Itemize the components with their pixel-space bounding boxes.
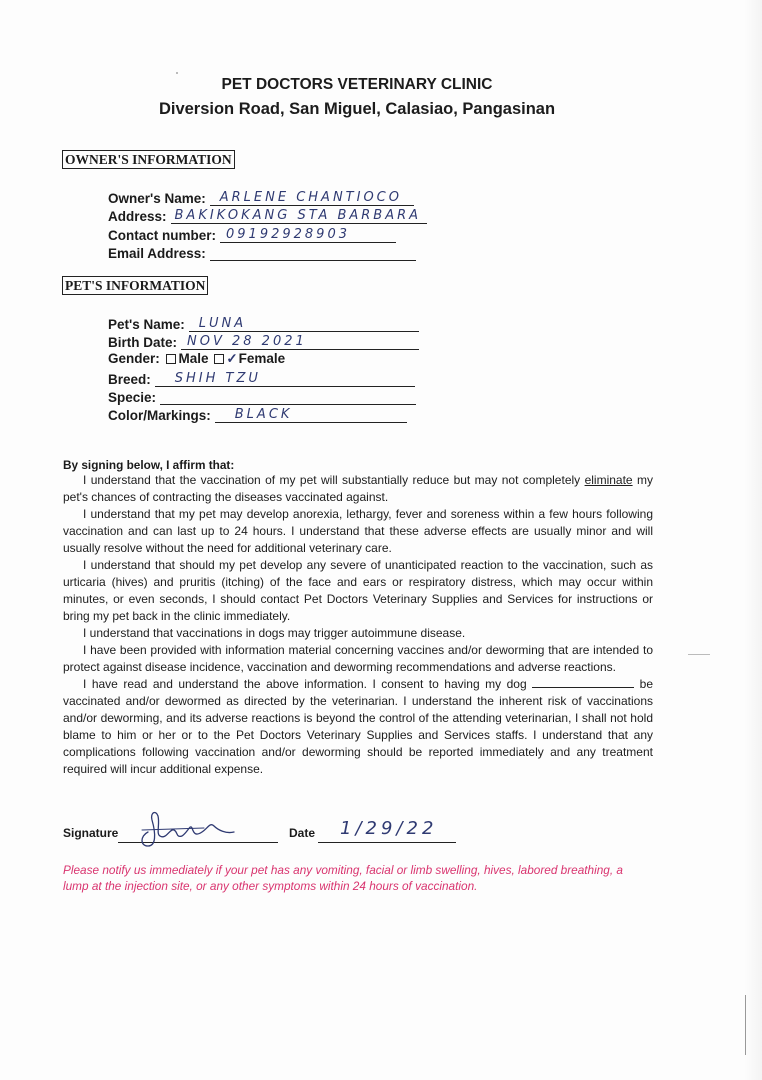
specie-field[interactable]: [160, 387, 416, 405]
pet-name-field[interactable]: [189, 314, 419, 332]
birth-date-value: NOV 28 2021: [187, 334, 307, 349]
color-markings-value: BLACK: [234, 407, 293, 422]
address-row: [108, 206, 427, 224]
male-label: Male: [178, 351, 209, 366]
affirmation-heading: By signing below, I affirm that:: [63, 458, 235, 472]
contact-row: [108, 225, 396, 243]
breed-row: [108, 369, 415, 387]
breed-value: SHIH TZU: [174, 371, 261, 386]
pet-name-label: Pet's Name:: [108, 317, 185, 332]
affirmation-paragraph: [63, 676, 653, 778]
p6-start-text: I have read and understand the above information. I consent to having my dog: [83, 677, 533, 691]
birth-date-field[interactable]: [181, 332, 419, 350]
address-field[interactable]: [171, 206, 427, 224]
dog-name-blank[interactable]: [532, 676, 634, 688]
signature-label: Signature: [63, 826, 119, 840]
pet-section-heading: PET'S INFORMATION: [62, 276, 208, 295]
date-value: 1/29/22: [340, 818, 438, 839]
male-checkbox[interactable]: [166, 354, 176, 364]
contact-label: Contact number:: [108, 228, 216, 243]
affirmation-paragraph: [63, 472, 653, 506]
date-label: Date: [289, 826, 316, 840]
date-line[interactable]: [318, 841, 456, 843]
owner-name-value: ARLENE CHANTIOCO: [219, 190, 402, 205]
female-label: Female: [238, 351, 286, 366]
affirmation-paragraph: I understand that vaccinations in dogs may trigger autoimmune disease.: [83, 626, 466, 640]
color-markings-label: Color/Markings:: [108, 408, 211, 423]
checkmark-icon: ✓: [226, 351, 238, 366]
owner-name-row: [108, 188, 414, 206]
affirmation-paragraph: I understand that my pet may develop anorexia, lethargy, fever and soreness within a few hours following vaccination and can last up to 24 hours. I understand that these adverse effects are usually minor and will usually resolve without the need for additional veterinary care.: [63, 507, 653, 555]
specie-row: [108, 387, 416, 405]
color-markings-row: [108, 405, 407, 423]
pet-name-value: LUNA: [198, 316, 247, 331]
breed-label: Breed:: [108, 372, 151, 387]
email-row: [108, 243, 416, 261]
handwritten-signature: [134, 806, 244, 854]
p6-end-text: be vaccinated and/or dewormed as directed by the veterinarian. I understand the inherent risk of vaccinations and/or deworming, and its adverse reactions is beyond the control of the attending veterinarian, I shall not hold blame to him or her or to the Pet Doctors Veterinary Supplies and Services staffs. I understand that any complications following vaccination and/or deworming should be reported immediately and any treatment required will incur additional expense.: [63, 677, 653, 776]
birth-date-label: Birth Date:: [108, 335, 178, 350]
post-vaccination-notice: Please notify us immediately if your pet has any vomiting, facial or limb swelling, hives, labored breathing, a lump at the injection site, or any other symptoms within 24 hours of vaccination.: [63, 863, 623, 893]
address-label: Address:: [108, 209, 167, 224]
p1-end-text: my pet's chances of contracting the diseases vaccinated against.: [63, 473, 653, 504]
clinic-address: Diversion Road, San Miguel, Calasiao, Pangasinan: [158, 100, 556, 118]
affirmation-paragraph: I understand that should my pet develop any severe of unanticipated reaction to the vaccination, such as urticaria (hives) and pruritis (itching) of the face and ears or respiratory distress, which may occur within minutes, or even seconds, I should contact Pet Doctors Veterinary Supplies and Services for instructions or bring my pet back in the clinic immediately.: [63, 558, 653, 623]
email-label: Email Address:: [108, 246, 206, 261]
email-field[interactable]: [210, 243, 416, 261]
p1-underlined-word: eliminate: [584, 473, 633, 487]
gender-label: Gender:: [108, 351, 160, 366]
owner-name-label: Owner's Name:: [108, 191, 206, 206]
p1-start-text: I understand that the vaccination of my pet will substantially reduce but may not completely: [83, 473, 585, 487]
pet-name-row: [108, 314, 419, 332]
clinic-name: PET DOCTORS VETERINARY CLINIC: [221, 76, 493, 93]
birth-date-row: [108, 332, 419, 350]
address-value: BAKIKOKANG STA BARBARA: [174, 208, 422, 223]
scan-speck: [176, 72, 178, 74]
specie-label: Specie:: [108, 390, 157, 405]
page-edge-shadow: [744, 0, 762, 1080]
female-checkbox[interactable]: [214, 354, 224, 364]
contact-field[interactable]: [220, 225, 396, 243]
affirmation-paragraph: I have been provided with information material concerning vaccines and/or deworming that are intended to protect against disease incidence, vaccination and deworming recommendations and adverse reactions.: [63, 643, 653, 674]
color-markings-field[interactable]: [215, 405, 407, 423]
owner-section-heading: OWNER'S INFORMATION: [62, 150, 235, 169]
owner-name-field[interactable]: [210, 188, 414, 206]
affirmation-body: [63, 472, 653, 778]
scan-speck: [745, 995, 746, 1055]
contact-value: 09192928903: [226, 227, 350, 242]
scan-speck: [688, 654, 710, 655]
breed-field[interactable]: [155, 369, 415, 387]
gender-row: [108, 351, 285, 369]
